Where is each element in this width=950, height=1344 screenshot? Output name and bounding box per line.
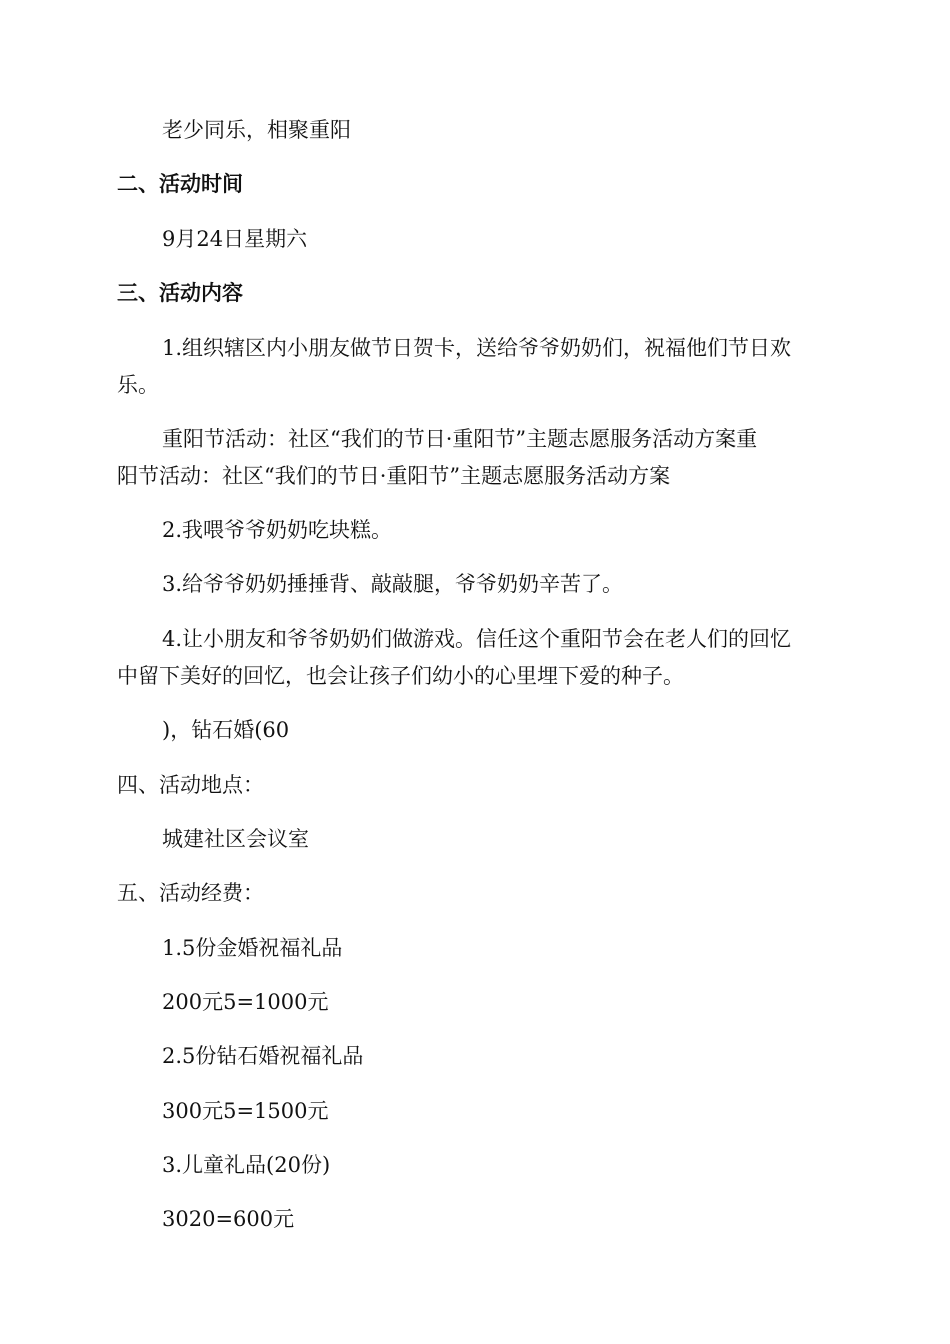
content-item-2: 2.我喂爷爷奶奶吃块糕。 (162, 518, 393, 542)
budget-item-3-cost: 3020=600元 (162, 1207, 295, 1231)
event-date: 9月24日星期六 (162, 227, 308, 251)
section-heading-location: 四、活动地点： (117, 773, 264, 797)
content-item-1: 1.组织辖区内小朋友做节日贺卡，送给爷爷奶奶们，祝福他们节日欢 (162, 336, 792, 360)
event-location: 城建社区会议室 (162, 827, 309, 851)
budget-item-1: 1.5份金婚祝福礼品 (162, 936, 343, 960)
budget-item-1-cost: 200元5=1000元 (162, 990, 329, 1014)
budget-item-3: 3.儿童礼品(20份) (162, 1153, 331, 1177)
inserted-title-line-continued: 阳节活动：社区“我们的节日·重阳节”主题志愿服务活动方案 (117, 464, 671, 488)
section-heading-budget: 五、活动经费： (117, 881, 264, 905)
fragment-line: )，钻石婚(60 (162, 718, 290, 742)
content-item-4-continued: 中留下美好的回忆，也会让孩子们幼小的心里埋下爱的种子。 (117, 664, 684, 688)
section-heading-content: 三、活动内容 (117, 280, 243, 305)
inserted-title-line: 重阳节活动：社区“我们的节日·重阳节”主题志愿服务活动方案重 (162, 427, 758, 451)
theme-line: 老少同乐，相聚重阳 (162, 118, 351, 142)
budget-item-2: 2.5份钻石婚祝福礼品 (162, 1044, 364, 1068)
content-item-3: 3.给爷爷奶奶捶捶背、敲敲腿，爷爷奶奶辛苦了。 (162, 572, 624, 596)
content-item-4: 4.让小朋友和爷爷奶奶们做游戏。信任这个重阳节会在老人们的回忆 (162, 627, 792, 651)
section-heading-time: 二、活动时间 (117, 171, 243, 196)
budget-item-2-cost: 300元5=1500元 (162, 1099, 329, 1123)
content-item-1-continued: 乐。 (117, 373, 159, 397)
